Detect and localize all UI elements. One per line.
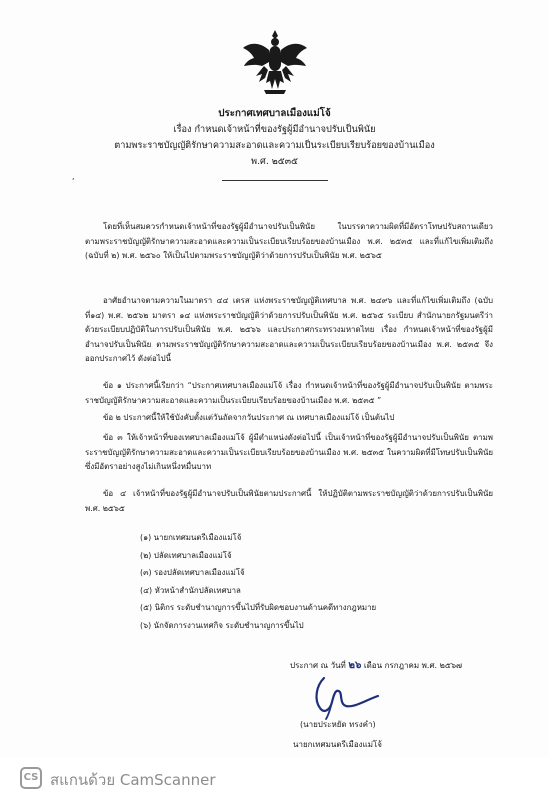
signatory-name: (นายประหยัด ทรงคำ)	[300, 720, 376, 729]
document-title: ประกาศเทศบาลเมืองแม่โจ้	[218, 108, 331, 119]
document-law-name: ตามพระราชบัญญัติรักษาความสะอาดและความเป็นระเบียบเรียบร้อยของบ้านเมือง	[114, 140, 435, 151]
clause-1: ข้อ ๑ ประกาศนี้เรียกว่า “ประกาศเทศบาลเมืองแม่โจ้ เรื่อง กำหนดเจ้าหน้าที่ของรัฐผู้มีอำนาจปรับเป็นพินัย ตามพระราชบัญญัติรักษาความสะอาดและความเป็นระเบียบเรียบร้อยของบ้านเมือง พ.ศ. ๒๕๓๕ ”	[85, 381, 493, 405]
date-day-handwritten: ๒๖	[348, 660, 362, 671]
date-suffix: เดือน กรกฎาคม พ.ศ. ๒๕๖๗	[363, 661, 463, 670]
document-subject: เรื่อง กำหนดเจ้าหน้าที่ของรัฐผู้มีอำนาจปรับเป็นพินัย	[173, 124, 376, 135]
position-list	[140, 529, 376, 635]
list-item: (๓) รองปลัดเทศบาลเมืองแม่โจ้	[140, 568, 245, 578]
camscanner-logo-icon: CS	[20, 767, 42, 789]
announcement-date	[290, 658, 462, 673]
clause-2: ข้อ ๒ ประกาศนี้ให้ใช้บังคับตั้งแต่วันถัดจากวันประกาศ ณ เทศบาลเมืองแม่โจ้ เป็นต้นไป	[103, 413, 395, 422]
paragraph-authority: อาศัยอำนาจตามความในมาตรา ๔๔ เตรส แห่งพระราชบัญญัติเทศบาล พ.ศ. ๒๔๙๖ และที่แก้ไขเพิ่มเติมถึง (ฉบับที่๑๔) พ.ศ. ๒๕๖๒ มาตรา ๑๔ แห่งพระราชบัญญัติว่าด้วยการปรับเป็นพินัย พ.ศ. ๒๕๖๕ ระเบียบ สำนักนายกรัฐมนตรีว่าด้วยระเบียบปฏิบัติในการปรับเป็นพินัย พ.ศ. ๒๕๖๖ และประกาศกระทรวงมหาดไทย เรื่อง กำหนดเจ้าหน้าที่ของรัฐผู้มีอำนาจปรับเป็นพินัย ตามพระราชบัญญัติรักษาความสะอาดและความเป็นระเบียบเรียบร้อยของบ้านเมือง พ.ศ. ๒๕๓๕ จึงออกประกาศไว้ ดังต่อไปนี้	[85, 296, 493, 364]
list-item: (๒) ปลัดเทศบาลเมืองแม่โจ้	[140, 550, 232, 560]
title-divider	[222, 180, 328, 181]
signatory-position: นายกเทศมนตรีเมืองแม่โจ้	[293, 740, 382, 749]
garuda-emblem-icon	[240, 28, 310, 98]
scanner-footer-text: สแกนด้วย CamScanner	[50, 771, 216, 789]
date-prefix: ประกาศ ณ วันที่	[290, 661, 346, 670]
handwritten-signature	[306, 672, 386, 720]
clause-4: ข้อ ๔ เจ้าหน้าที่ของรัฐผู้มีอำนาจปรับเป็นพินัยตามประกาศนี้ ให้ปฏิบัติตามพระราชบัญญัติว่าด้วยการปรับเป็นพินัย พ.ศ. ๒๕๖๕	[85, 489, 493, 513]
scanner-footer	[0, 757, 549, 800]
stray-mark: ,	[72, 172, 75, 181]
list-item: (๕) นิติกร ระดับชำนาญการขึ้นไปที่รับผิดชอบงานด้านคดีทางกฎหมาย	[140, 603, 377, 613]
list-item: (๑) นายกเทศมนตรีเมืองแม่โจ้	[140, 533, 242, 542]
clause-3: ข้อ ๓ ให้เจ้าหน้าที่ของเทศบาลเมืองแม่โจ้ ผู้มีตำแหน่งดังต่อไปนี้ เป็นเจ้าหน้าที่ของรัฐผู้มีอำนาจปรับเป็นพินัย ตามพระราชบัญญัติรักษาความสะอาดและความเป็นระเบียบเรียบร้อยของบ้านเมือง พ.ศ. ๒๕๓๕ ในความผิดที่มีโทษปรับเป็นพินัยซึ่งมีอัตราอย่างสูงไม่เกินหนึ่งหมื่นบาท	[85, 433, 493, 472]
list-item: (๔) หัวหน้าสำนักปลัดเทศบาล	[140, 585, 241, 595]
document-year: พ.ศ. ๒๕๓๕	[251, 156, 298, 167]
list-item: (๖) นักจัดการงานเทศกิจ ระดับชำนาญการขึ้นไป	[140, 620, 304, 630]
paragraph-preamble: โดยที่เห็นสมควรกำหนดเจ้าหน้าที่ของรัฐผู้มีอำนาจปรับเป็นพินัย ในบรรดาความผิดที่มีอัตราโทษปรับสถานเดียว ตามพระราชบัญญัติรักษาความสะอาดและความเป็นระเบียบเรียบร้อยของบ้านเมือง พ.ศ. ๒๕๓๕ และที่แก้ไขเพิ่มเติมถึง (ฉบับที่ ๒) พ.ศ. ๒๕๖๐ ให้เป็นไปตามพระราชบัญญัติว่าด้วยการปรับเป็นพินัย พ.ศ. ๒๕๖๕	[85, 222, 493, 261]
